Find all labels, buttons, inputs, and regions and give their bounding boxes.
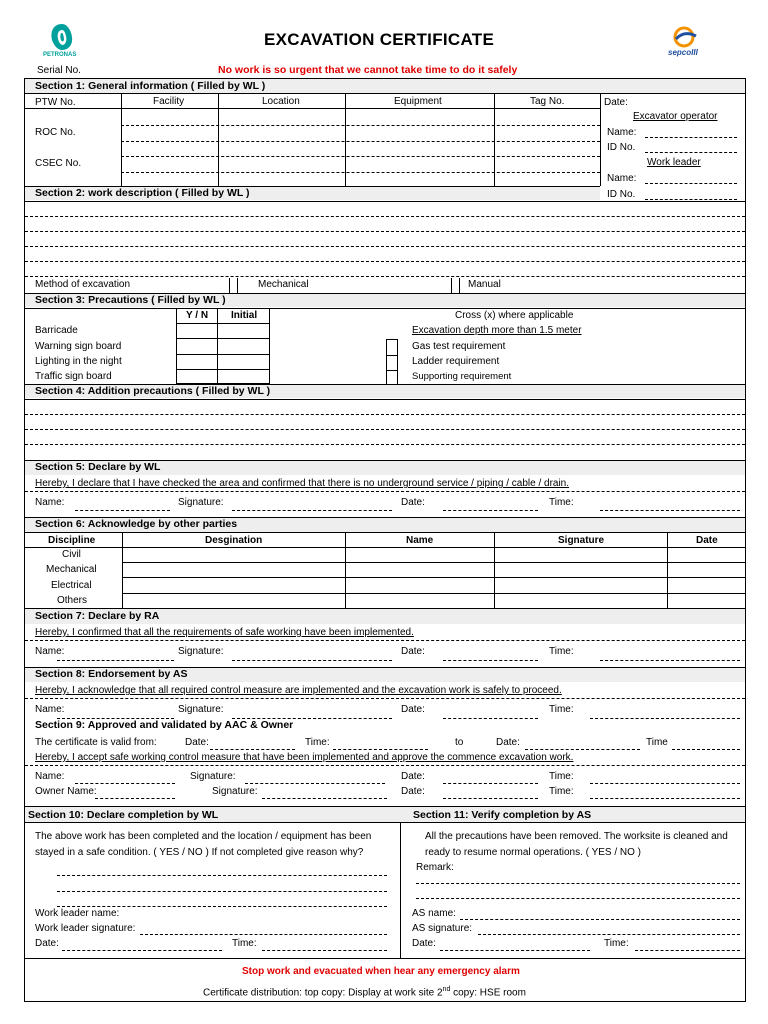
col-designation: Desgination <box>205 535 263 546</box>
operator-name-label: Name: <box>607 127 637 138</box>
s9-date-label: Date: <box>185 737 209 748</box>
section-11-heading: Section 11: Verify completion by AS <box>413 809 592 821</box>
s11-line-1: All the precautions have been removed. The worksite is cleaned and <box>425 831 728 842</box>
s9-signature-label: Signature: <box>190 771 236 782</box>
s7-time-label: Time: <box>549 646 574 657</box>
precaution-barricade: Barricade <box>35 325 78 336</box>
sepco-logo <box>668 26 718 66</box>
section-2-heading: Section 2: work description ( Filled by WL ) <box>25 186 600 200</box>
s8-signature-label: Signature: <box>178 704 224 715</box>
table-row: Electrical <box>51 580 92 591</box>
section-7-heading: Section 7: Declare by RA <box>25 609 745 624</box>
aac-owner-statement: Hereby, I accept safe working control measure that have been implemented and approve the commence excavation work. <box>35 752 574 763</box>
ptw-label: PTW No. <box>35 97 76 108</box>
s7-signature-label: Signature: <box>178 646 224 657</box>
s10-line-2: stayed in a safe condition. ( YES / NO ) If not completed give reason why? <box>35 847 364 858</box>
work-leader-label: Work leader <box>647 157 701 168</box>
s5-signature-label: Signature: <box>178 497 224 508</box>
as-name-label: AS name: <box>412 908 456 919</box>
s7-name-label: Name: <box>35 646 65 657</box>
serial-no-label: Serial No. <box>37 65 81 76</box>
col-name: Name <box>406 535 434 546</box>
petronas-logo-text: PETRONAS <box>43 52 77 58</box>
s8-time-label: Time: <box>549 704 574 715</box>
method-of-excavation-label: Method of excavation <box>35 279 131 290</box>
s9-time4-label: Time: <box>549 786 574 797</box>
s9-name-label: Name: <box>35 771 65 782</box>
s10-date-label: Date: <box>35 938 59 949</box>
gas-test-item: Gas test requirement <box>412 341 506 352</box>
section-8-heading: Section 8: Endorsement by AS <box>25 667 745 682</box>
location-label: Location <box>262 96 300 107</box>
sepco-logo-text: sepcoIII <box>668 48 698 57</box>
s7-date-label: Date: <box>401 646 425 657</box>
s8-date-label: Date: <box>401 704 425 715</box>
section-5-heading: Section 5: Declare by WL <box>25 460 745 475</box>
yn-column-header: Y / N <box>186 310 209 321</box>
work-leader-name-label: Work leader name: <box>35 908 120 919</box>
work-leader-signature-label: Work leader signature: <box>35 923 136 934</box>
s9-time-label: Time: <box>305 737 330 748</box>
s9-date4-label: Date: <box>401 786 425 797</box>
remark-label: Remark: <box>416 862 454 873</box>
cross-instruction: Cross (x) where applicable <box>455 310 574 321</box>
s10-line-1: The above work has been completed and the location / equipment has been <box>35 831 372 842</box>
s5-date-label: Date: <box>401 497 425 508</box>
col-date: Date <box>696 535 718 546</box>
ra-declaration: Hereby, I confirmed that all the requirements of safe working have been implemented. <box>35 627 414 638</box>
table-row: Others <box>57 595 88 606</box>
precaution-lighting: Lighting in the night <box>35 356 122 367</box>
precaution-traffic-sign: Traffic sign board <box>35 371 112 382</box>
applicable-checkboxes[interactable] <box>386 339 398 386</box>
manual-option: Manual <box>468 279 501 290</box>
petronas-emblem-icon <box>42 22 82 52</box>
page-title: EXCAVATION CERTIFICATE <box>264 30 495 49</box>
s11-time-label: Time: <box>604 938 629 949</box>
s8-name-label: Name: <box>35 704 65 715</box>
tag-label: Tag No. <box>530 96 565 107</box>
distribution-tail: copy: HSE room <box>450 987 526 999</box>
col-discipline: Discipline <box>48 535 96 546</box>
s11-date-label: Date: <box>412 938 436 949</box>
certificate-distribution <box>203 986 526 998</box>
supporting-item: Supporting requirement <box>412 371 512 382</box>
s9-date2-label: Date: <box>496 737 520 748</box>
s5-time-label: Time: <box>549 497 574 508</box>
roc-label: ROC No. <box>35 127 76 138</box>
petronas-logo <box>42 22 82 60</box>
section-9-heading: Section 9: Approved and validated by AAC & Owner <box>35 719 294 731</box>
csec-label: CSEC No. <box>35 158 82 169</box>
safety-warning: No work is so urgent that we cannot take time to do it safely <box>218 64 518 76</box>
excavation-depth-item: Excavation depth more than 1.5 meter <box>412 325 582 336</box>
table-row: Mechanical <box>46 564 97 575</box>
s9-time3-label: Time: <box>549 771 574 782</box>
owner-name-label: Owner Name: <box>35 786 97 797</box>
equipment-label: Equipment <box>394 96 442 107</box>
section-1-heading: Section 1: General information ( Filled by WL ) <box>25 79 745 93</box>
as-endorsement: Hereby, I acknowledge that all required control measure are implemented and the excavation work is safely to proceed. <box>35 685 562 696</box>
mechanical-option: Mechanical <box>258 279 309 290</box>
section-4-heading: Section 4: Addition precautions ( Filled by WL ) <box>25 384 745 398</box>
facility-label: Facility <box>153 96 185 107</box>
s11-line-2: ready to resume normal operations. ( YES / NO ) <box>425 847 642 858</box>
distribution-text: Certificate distribution: top copy: Display at work site 2 <box>203 987 443 999</box>
s9-time2-label: Time <box>646 737 668 748</box>
leader-name-label: Name: <box>607 173 637 184</box>
excavator-operator-label: Excavator operator <box>633 111 718 122</box>
s10-time-label: Time: <box>232 938 257 949</box>
ladder-item: Ladder requirement <box>412 356 500 367</box>
wl-declaration: Hereby, I declare that I have checked the area and confirmed that there is no underground service / piping / cable / drain. <box>35 478 570 489</box>
initial-column-header: Initial <box>231 310 258 321</box>
emergency-alarm-notice: Stop work and evacuated when hear any emergency alarm <box>242 966 520 977</box>
sepco-emblem-icon <box>668 26 716 48</box>
valid-from-label: The certificate is valid from: <box>35 737 157 748</box>
section-6-heading: Section 6: Acknowledge by other parties <box>25 517 745 532</box>
precaution-warning-sign: Warning sign board <box>35 341 122 352</box>
as-signature-label: AS signature: <box>412 923 473 934</box>
distribution-sup: nd <box>442 986 451 993</box>
s9-date3-label: Date: <box>401 771 425 782</box>
operator-id-label: ID No. <box>607 142 636 153</box>
date-label: Date: <box>604 97 628 108</box>
section-3-heading: Section 3: Precautions ( Filled by WL ) <box>25 293 745 307</box>
s9-signature2-label: Signature: <box>212 786 258 797</box>
s5-name-label: Name: <box>35 497 65 508</box>
table-row: Civil <box>62 549 81 560</box>
col-signature: Signature <box>558 535 605 546</box>
to-label: to <box>455 737 464 748</box>
section-10-heading: Section 10: Declare completion by WL <box>28 809 219 821</box>
leader-id-label: ID No. <box>607 189 636 200</box>
